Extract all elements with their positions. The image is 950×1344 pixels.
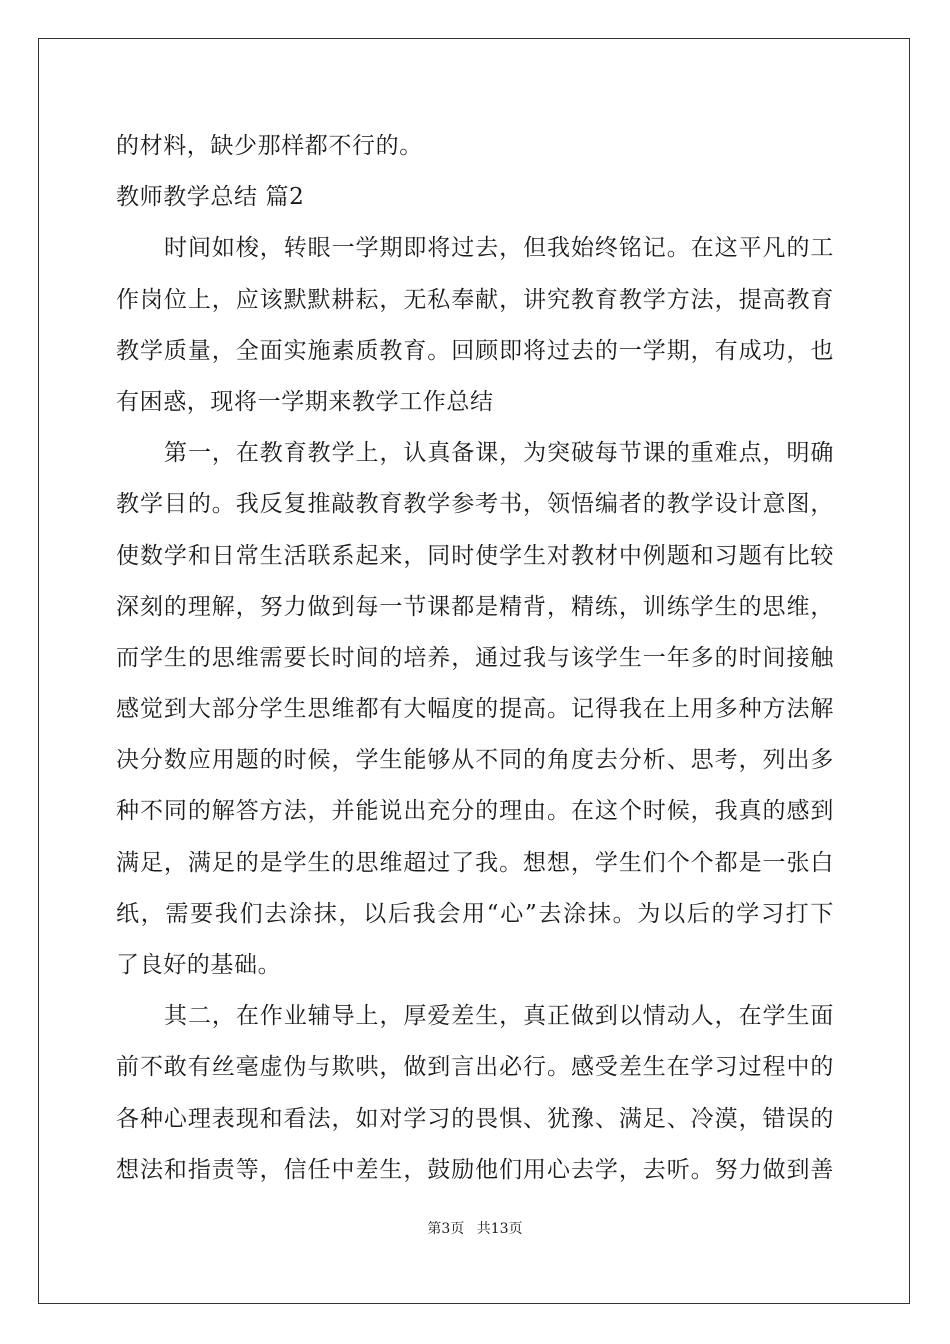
text-line: 时间如梭，转眼一学期即将过去，但我始终铭记。在这平凡的工 bbox=[164, 235, 834, 262]
text-line: 教学目的。我反复推敲教育教学参考书，领悟编者的教学设计意图， bbox=[116, 491, 834, 518]
text-line: 第一，在教育教学上，认真备课，为突破每节课的重难点，明确 bbox=[164, 440, 834, 467]
text-line: 想法和指责等，信任中差生，鼓励他们用心去学，去听。努力做到善 bbox=[116, 1156, 834, 1183]
text-line: 教师教学总结 篇2 bbox=[116, 184, 305, 211]
text-line: 前不敢有丝毫虚伪与欺哄，做到言出必行。感受差生在学习过程中的 bbox=[116, 1054, 834, 1081]
document-body bbox=[116, 121, 834, 1196]
text-line: 纸，需要我们去涂抹，以后我会用“心”去涂抹。为以后的学习打下 bbox=[116, 900, 834, 927]
text-line: 了良好的基础。 bbox=[116, 952, 282, 978]
text-line: 其二，在作业辅导上，厚爱差生，真正做到以情动人，在学生面 bbox=[164, 1003, 834, 1030]
text-line: 的材料，缺少那样都不行的。 bbox=[116, 133, 423, 159]
text-line: 教学质量，全面实施素质教育。回顾即将过去的一学期，有成功，也 bbox=[116, 337, 834, 364]
text-line: 种不同的解答方法，并能说出充分的理由。在这个时候，我真的感到 bbox=[116, 798, 834, 825]
page-footer bbox=[0, 1218, 950, 1238]
text-line: 而学生的思维需要长时间的培养，通过我与该学生一年多的时间接触 bbox=[116, 644, 834, 671]
text-line: 深刻的理解，努力做到每一节课都是精背，精练，训练学生的思维， bbox=[116, 593, 834, 620]
text-line: 感觉到大部分学生思维都有大幅度的提高。记得我在上用多种方法解 bbox=[116, 696, 834, 723]
text-line: 各种心理表现和看法，如对学习的畏惧、犹豫、满足、冷漠，错误的 bbox=[116, 1105, 834, 1132]
text-line: 使数学和日常生活联系起来，同时使学生对教材中例题和习题有比较 bbox=[116, 542, 834, 569]
current-page-label: 第3页 bbox=[427, 1221, 465, 1237]
text-line: 满足，满足的是学生的思维超过了我。想想，学生们个个都是一张白 bbox=[116, 849, 834, 876]
text-line: 有困惑，现将一学期来教学工作总结 bbox=[116, 388, 494, 415]
text-line: 作岗位上，应该默默耕耘，无私奉献，讲究教育教学方法，提高教育 bbox=[116, 286, 834, 313]
total-pages-label: 共13页 bbox=[476, 1221, 523, 1237]
text-line: 决分数应用题的时候，学生能够从不同的角度去分析、思考，列出多 bbox=[116, 747, 834, 774]
